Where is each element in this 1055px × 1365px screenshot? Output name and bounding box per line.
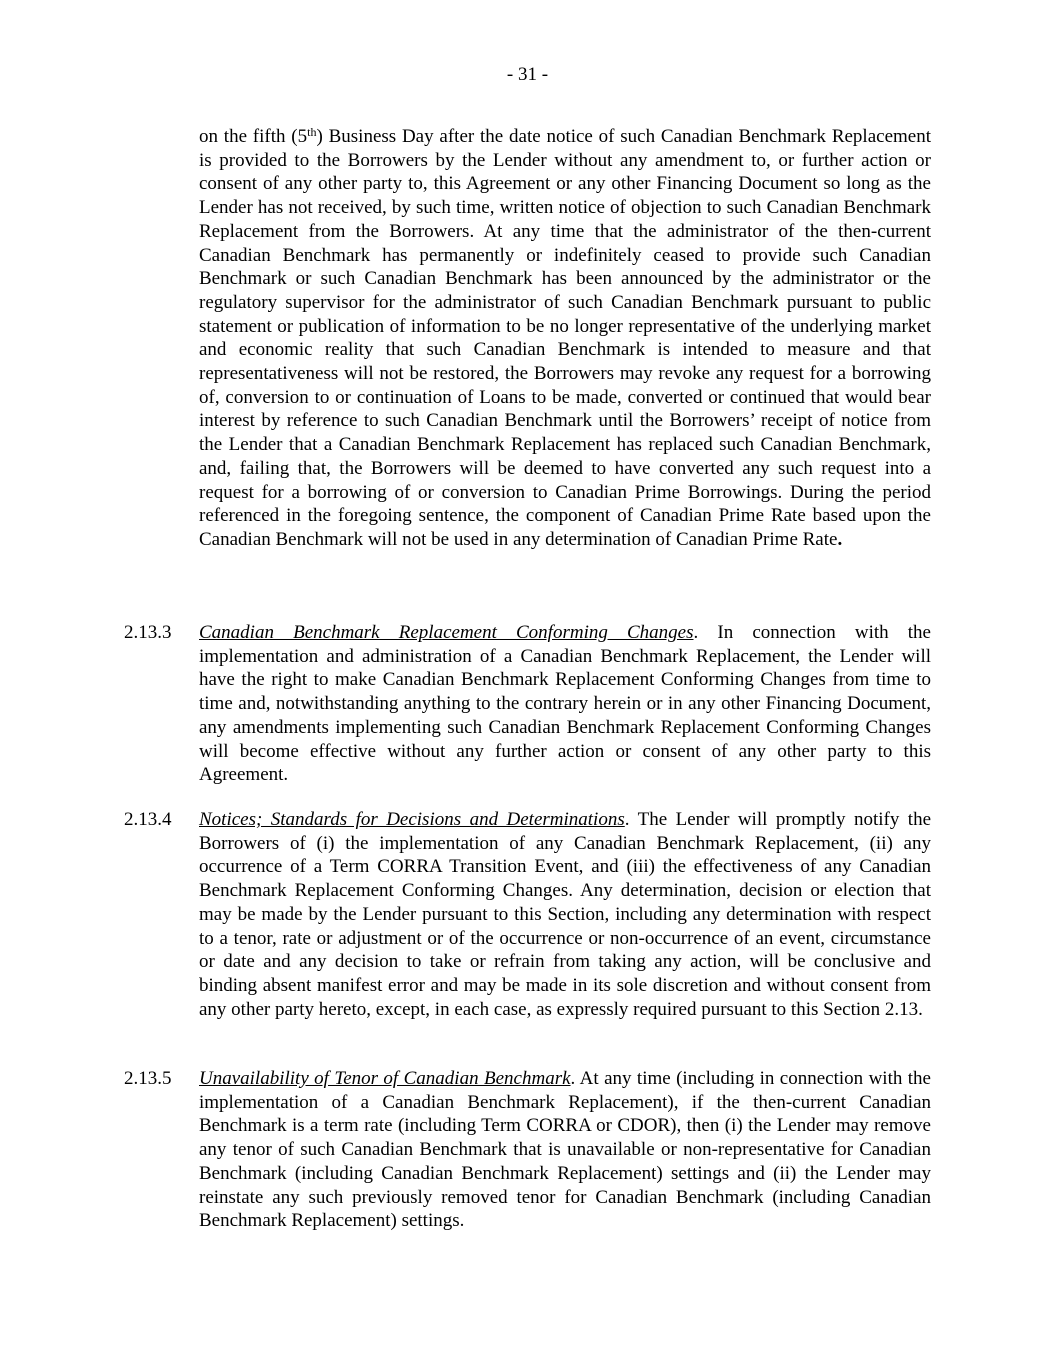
continuation-paragraph (199, 125, 931, 552)
section-heading: Unavailability of Tenor of Canadian Benchmark (199, 1068, 571, 1089)
section-text: . At any time (including in connection with the implementation of a Canadian Benchmark Replacement), if the then-current Canadian Benchmark is a term rate (including Term CORRA or CDOR), then (i) the Lender may remove any tenor of such Canadian Benchmark that is unavailable or non-representative for Canadian Benchmark (including Canadian Benchmark Replacement) settings and (ii) the Lender may reinstate any such previously removed tenor for Canadian Benchmark (including Canadian Benchmark Replacement) settings. (199, 1068, 931, 1232)
section-body (199, 1067, 931, 1233)
page-number: - 31 - (506, 64, 549, 85)
section-text: . The Lender will promptly notify the Borrowers of (i) the implementation of any Canadian Benchmark Replacement, (ii) any occurrence of a Term CORRA Transition Event, and (iii) the effectiveness of any Canadian Benchmark Replacement Conforming Changes. Any determination, decision or election that may be made by the Lender pursuant to this Section, including any determination with respect to a tenor, rate or adjustment or of the occurrence or non-occurrence of an event, circumstance or date and any decision to take or refrain from taking any action, will be conclusive and binding absent manifest error and may be made in its sole discretion and without consent from any other party hereto, except, in each case, as expressly required pursuant to this Section 2.13. (199, 809, 931, 1020)
section-heading: Canadian Benchmark Replacement Conforming Changes (199, 622, 694, 643)
section-number: 2.13.3 (124, 622, 172, 643)
section-number: 2.13.4 (124, 809, 172, 830)
section-number: 2.13.5 (124, 1068, 172, 1089)
continuation-end-mark: . (837, 528, 843, 550)
continuation-text: ) Business Day after the date notice of such Canadian Benchmark Replacement is provided to the Borrowers by the Lender without any amendment to, or further action or consent of any other party to, this Agreement or any other Financing Document so long as the Lender has not received, by such time, written notice of objection to such Canadian Benchmark Replacement from the Borrowers. At any time that the administrator of the then-current Canadian Benchmark has permanently or indefinitely ceased to provide such Canadian Benchmark or such Canadian Benchmark has been announced by the administrator or the regulatory supervisor for the administrator of such Canadian Benchmark pursuant to public statement or publication of information to be no longer representative of the underlying market and economic reality that such Canadian Benchmark is intended to measure and that representativeness will not be restored, the Borrowers may revoke any request for a borrowing of, conversion to or continuation of Loans to be made, converted or continued that would bear interest by reference to such Canadian Benchmark until the Borrowers’ receipt of notice from the Lender that a Canadian Benchmark Replacement has replaced such Canadian Benchmark, and, failing that, the Borrowers will be deemed to have converted any such request into a request for a borrowing of or conversion to Canadian Prime Borrowings. During the period referenced in the foregoing sentence, the component of Canadian Prime Rate based upon the Canadian Benchmark will not be used in any determination of Canadian Prime Rate (199, 126, 931, 550)
ordinal-superscript: th (307, 125, 317, 139)
section-heading: Notices; Standards for Decisions and Determinations (199, 809, 625, 830)
section-text: . In connection with the implementation and administration of a Canadian Benchmark Replacement, the Lender will have the right to make Canadian Benchmark Replacement Conforming Changes from time to time and, notwithstanding anything to the contrary herein or in any other Financing Document, any amendments implementing such Canadian Benchmark Replacement Conforming Changes will become effective without any further action or consent of any other party to this Agreement. (199, 622, 931, 786)
section-body (199, 808, 931, 1021)
continuation-text-start: on the fifth (5 (199, 126, 308, 147)
section-body (199, 621, 931, 787)
